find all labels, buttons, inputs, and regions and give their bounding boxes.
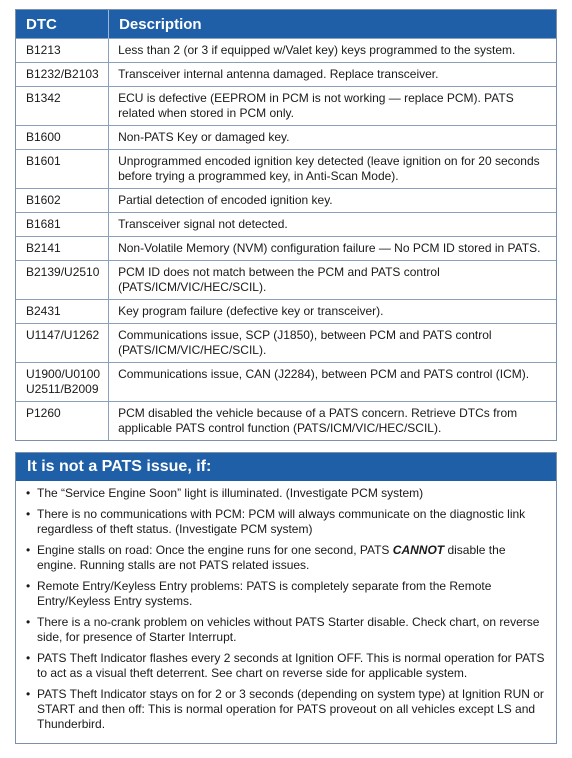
dtc-code-cell: U1900/U0100 U2511/B2009 bbox=[16, 363, 109, 402]
table-row bbox=[16, 189, 556, 213]
bullet-icon: • bbox=[26, 579, 31, 593]
dtc-description-cell: Unprogrammed encoded ignition key detected (leave ignition on for 20 seconds before trying a programmed key, in Anti-Scan Mode). bbox=[109, 150, 556, 189]
table-row bbox=[16, 261, 556, 300]
dtc-table-body bbox=[16, 39, 556, 441]
list-item-text: There is a no-crank problem on vehicles without PATS Starter disable. Check chart, on reverse side, for presence of Starter Interrupt. bbox=[37, 615, 540, 644]
dtc-code-cell: P1260 bbox=[16, 402, 109, 441]
list-item-text: Engine stalls on road: Once the engine runs for one second, PATS bbox=[37, 543, 393, 557]
bullet-icon: • bbox=[26, 543, 31, 557]
not-pats-issue-panel bbox=[15, 452, 557, 744]
list-item bbox=[26, 579, 546, 609]
dtc-code-cell: B1232/B2103 bbox=[16, 63, 109, 87]
not-pats-issue-list bbox=[16, 481, 556, 732]
not-pats-issue-title: It is not a PATS issue, if: bbox=[16, 453, 556, 481]
table-row bbox=[16, 213, 556, 237]
dtc-description-cell: Non-PATS Key or damaged key. bbox=[109, 126, 556, 150]
dtc-table-panel bbox=[15, 9, 557, 441]
table-row bbox=[16, 300, 556, 324]
dtc-description-cell: PCM ID does not match between the PCM and PATS control (PATS/ICM/VIC/HEC/SCIL). bbox=[109, 261, 556, 300]
dtc-code-cell: B1213 bbox=[16, 39, 109, 63]
dtc-code-cell: B2141 bbox=[16, 237, 109, 261]
description-column-header: Description bbox=[109, 10, 556, 39]
list-item bbox=[26, 687, 546, 732]
table-row bbox=[16, 87, 556, 126]
bullet-icon: • bbox=[26, 507, 31, 521]
table-row bbox=[16, 324, 556, 363]
dtc-description-cell: Non-Volatile Memory (NVM) configuration failure — No PCM ID stored in PATS. bbox=[109, 237, 556, 261]
list-item-text: disable the engine. Running stalls are not PATS related issues. bbox=[37, 543, 506, 572]
table-row bbox=[16, 126, 556, 150]
table-row bbox=[16, 402, 556, 441]
dtc-description-cell: PCM disabled the vehicle because of a PATS concern. Retrieve DTCs from applicable PATS control function (PATS/ICM/VIC/HEC/SCIL). bbox=[109, 402, 556, 441]
dtc-description-cell: Key program failure (defective key or transceiver). bbox=[109, 300, 556, 324]
dtc-description-cell: Communications issue, SCP (J1850), between PCM and PATS control (PATS/ICM/VIC/HEC/SCIL). bbox=[109, 324, 556, 363]
list-item-text: There is no communications with PCM: PCM will always communicate on the diagnostic link regardless of theft status. (Investigate PCM system) bbox=[37, 507, 526, 536]
dtc-description-cell: Transceiver internal antenna damaged. Replace transceiver. bbox=[109, 63, 556, 87]
dtc-column-header: DTC bbox=[16, 10, 109, 39]
dtc-table bbox=[16, 10, 556, 440]
dtc-description-cell: Communications issue, CAN (J2284), between PCM and PATS control (ICM). bbox=[109, 363, 556, 402]
list-item-text: The “Service Engine Soon” light is illuminated. (Investigate PCM system) bbox=[37, 486, 424, 500]
list-item bbox=[26, 615, 546, 645]
bullet-icon: • bbox=[26, 651, 31, 665]
dtc-code-cell: B2139/U2510 bbox=[16, 261, 109, 300]
list-item-text: PATS Theft Indicator stays on for 2 or 3 seconds (depending on system type) at Ignition RUN or START and then off: This is normal operation for PATS proveout on all vehicles except LS and Thunderbird. bbox=[37, 687, 544, 731]
dtc-description-cell: Partial detection of encoded ignition key. bbox=[109, 189, 556, 213]
list-item-text: PATS Theft Indicator flashes every 2 seconds at Ignition OFF. This is normal operation for PATS to act as a visual theft deterrent. See chart on reverse side for applicable system. bbox=[37, 651, 545, 680]
dtc-table-header-row bbox=[16, 10, 556, 39]
dtc-code-cell: B2431 bbox=[16, 300, 109, 324]
table-row bbox=[16, 39, 556, 63]
list-item bbox=[26, 651, 546, 681]
list-item bbox=[26, 486, 546, 501]
bullet-icon: • bbox=[26, 615, 31, 629]
list-item bbox=[26, 543, 546, 573]
dtc-code-cell: B1342 bbox=[16, 87, 109, 126]
bullet-icon: • bbox=[26, 486, 31, 500]
dtc-code-cell: B1601 bbox=[16, 150, 109, 189]
dtc-code-cell: B1681 bbox=[16, 213, 109, 237]
table-row bbox=[16, 63, 556, 87]
bullet-icon: • bbox=[26, 687, 31, 701]
dtc-description-cell: Less than 2 (or 3 if equipped w/Valet key) keys programmed to the system. bbox=[109, 39, 556, 63]
dtc-code-cell: B1600 bbox=[16, 126, 109, 150]
dtc-code-cell: U1147/U1262 bbox=[16, 324, 109, 363]
list-item-text: Remote Entry/Keyless Entry problems: PATS is completely separate from the Remote Entry/Keyless Entry systems. bbox=[37, 579, 492, 608]
list-item-emphasis: CANNOT bbox=[392, 543, 445, 557]
dtc-description-cell: Transceiver signal not detected. bbox=[109, 213, 556, 237]
list-item bbox=[26, 507, 546, 537]
table-row bbox=[16, 237, 556, 261]
table-row bbox=[16, 150, 556, 189]
dtc-code-cell: B1602 bbox=[16, 189, 109, 213]
dtc-description-cell: ECU is defective (EEPROM in PCM is not working — replace PCM). PATS related when stored in PCM only. bbox=[109, 87, 556, 126]
table-row bbox=[16, 363, 556, 402]
